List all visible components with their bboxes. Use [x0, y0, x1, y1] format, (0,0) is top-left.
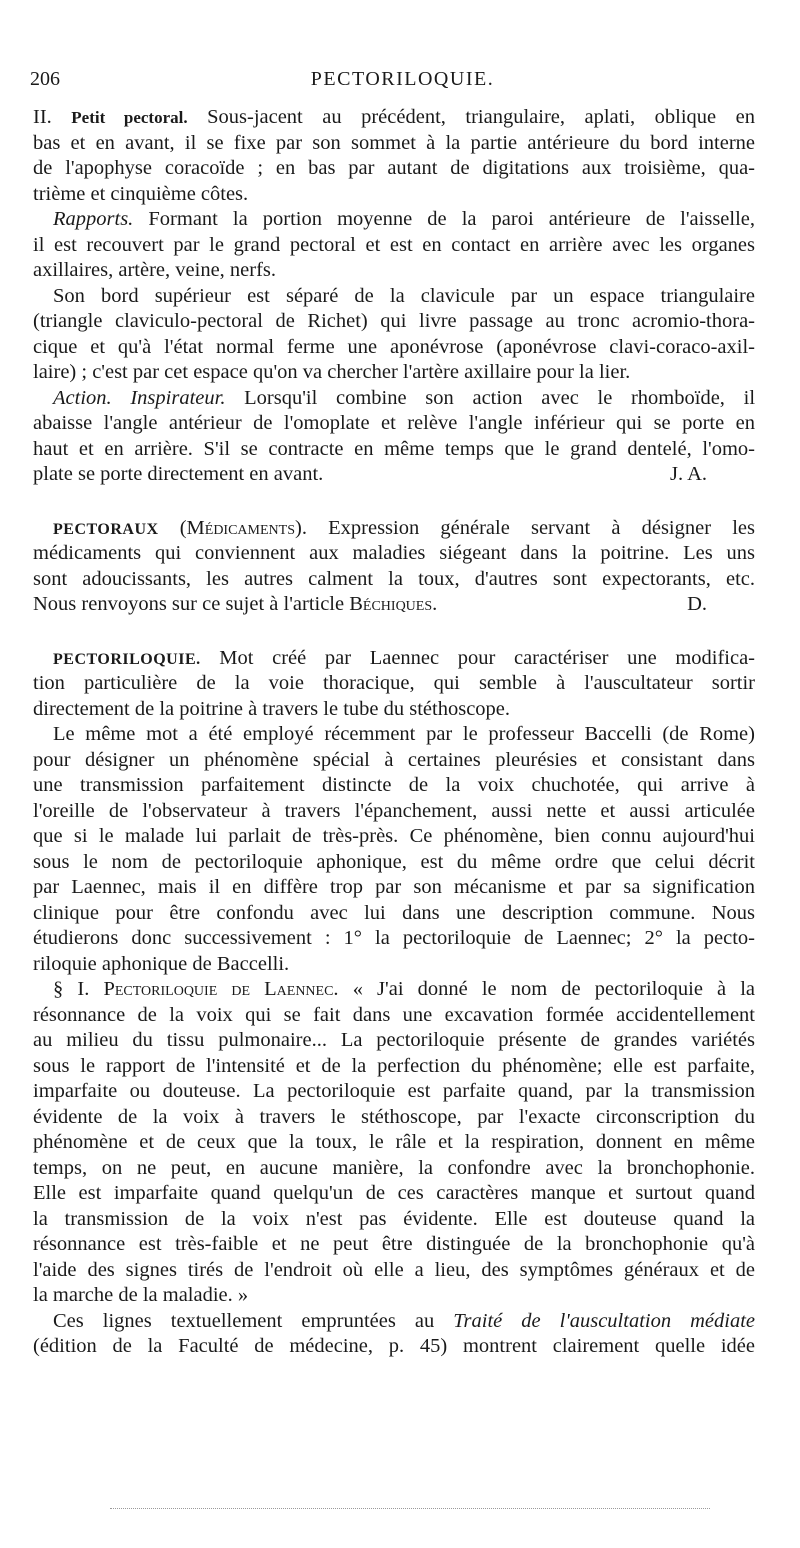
text-span: Nous renvoyons sur ce sujet à l'article [33, 593, 345, 615]
text-line: sont adoucissants, les autres calment la toux, d'autres sont expectorants, etc. [33, 567, 755, 590]
entry-term: PECTORILOQUIE. [53, 650, 201, 668]
text-span: Lorsqu'il combine son action avec le rhomboïde, il [244, 386, 756, 409]
author-signature: J. A. [669, 463, 707, 485]
text-line: sous le rapport de l'intensité et de la perfection du phénomène; elle est parfaite, [33, 1054, 755, 1077]
page-number: 206 [30, 68, 60, 90]
text-line: l'aide des signes tirés de l'endroit où elle a lieu, des symptômes généraux et de [33, 1258, 755, 1281]
text-line: résonnance de la voix qui se fait dans une excavation formée accidentellement [33, 1003, 755, 1026]
text-line: cique et qu'à l'état normal ferme une aponévrose (aponévrose clavi-coraco-axil- [33, 335, 755, 358]
text-line [33, 386, 755, 412]
text-line: de l'apophyse coracoïde ; en bas par autant de digitations aux troisième, qua- [33, 157, 755, 179]
text-line: laire) ; c'est par cet espace qu'on va chercher l'artère axillaire pour la lier. [33, 361, 631, 383]
text-span: « J'ai donné le nom de pectoriloquie à la [352, 978, 756, 1000]
author-signature: D. [687, 593, 707, 615]
cross-reference: Béchiques. [349, 593, 438, 615]
text-span: Sous-jacent au précédent, triangulaire, aplati, oblique en [207, 106, 755, 128]
text-line [33, 977, 755, 1003]
text-line: directement de la poitrine à travers le tube du stéthoscope. [33, 697, 511, 720]
entry-term: PECTORAUX [53, 520, 159, 538]
text-line: l'oreille de l'observateur à travers l'épanchement, aussi nette et aussi articulée [33, 799, 755, 822]
text-line: étudierons donc successivement : 1° la pectoriloquie de Laennec; 2° la pecto- [33, 927, 755, 949]
section-label: II. [33, 106, 52, 128]
text-line: riloquie aphonique de Baccelli. [33, 952, 290, 975]
text-line: bas et en avant, il se fixe par son sommet à la partie antérieure du bord interne [33, 131, 755, 154]
text-line [33, 105, 755, 131]
text-line: pour désigner un phénomène spécial à certaines pleurésies et consistant dans [33, 748, 755, 771]
spacer [33, 488, 755, 516]
subheading-inspirateur: Inspirateur. [130, 386, 226, 409]
text-line: Elle est imparfaite quand quelqu'un de ces caractères manque et surtout quand [33, 1182, 755, 1204]
text-span: Mot créé par Laennec pour caractériser une modifica- [219, 646, 756, 669]
text-line [33, 592, 755, 618]
text-line: (triangle claviculo-pectoral de Richet) qui livre passage au tronc acromio-thora- [33, 310, 755, 332]
text-line: temps, on ne peut, en aucune manière, la confondre avec la bronchophonie. [33, 1156, 755, 1179]
text-line: trième et cinquième côtes. [33, 182, 249, 205]
text-line: imparfaite ou douteuse. La pectoriloquie est parfaite quand, par la transmission [33, 1080, 755, 1102]
subheading-rapports: Rapports. [53, 208, 134, 230]
text-line: résonnance est très-faible et ne peut être distinguée de la bronchophonie qu'à [33, 1233, 755, 1255]
text-line [33, 207, 755, 233]
text-line: Son bord supérieur est séparé de la clavicule par un espace triangulaire [53, 284, 755, 307]
text-line: abaisse l'angle antérieur de l'omoplate et relève l'angle inférieur qui se porte en [33, 412, 755, 434]
text-line: que si le malade lui parlait de très-près. Ce phénomène, bien connu aujourd'hui [33, 825, 755, 847]
book-title: Traité de l'auscultation médiate [453, 1309, 756, 1332]
text-line: axillaires, artère, veine, nerfs. [33, 259, 277, 281]
text-span: Ces lignes textuellement empruntées au [53, 1309, 435, 1332]
text-line: par Laennec, mais il en diffère trop par son mécanisme et par sa signification [33, 876, 755, 898]
body-text [33, 105, 755, 1360]
text-line: la marche de la maladie. » [33, 1284, 249, 1306]
entry-subterm: (Médicaments). [179, 516, 307, 539]
paragraph-symbol: § I. [53, 978, 90, 1000]
page-header [30, 68, 775, 98]
text-line: la transmission de la voix n'est pas évidente. Elle est douteuse quand la [33, 1207, 755, 1230]
text-line: haut et en arrière. S'il se contracte en même temps que le grand dentelé, l'omo- [33, 437, 755, 460]
text-span: plate se porte directement en avant. [33, 463, 324, 485]
text-line [33, 646, 755, 672]
text-line: médicaments qui conviennent aux maladies siégeant dans la poitrine. Les uns [33, 542, 755, 564]
entry-term: Petit pectoral. [71, 108, 188, 127]
subheading-action: Action. [53, 386, 112, 409]
text-span: Expression générale servant à désigner les [328, 516, 755, 539]
text-line: clinique pour être confondu avec lui dans une description commune. Nous [33, 901, 755, 924]
subsection-heading: Pectoriloquie de Laennec. [103, 978, 339, 1000]
text-line: Le même mot a été employé récemment par le professeur Baccelli (de Rome) [53, 723, 755, 745]
text-line: sous le nom de pectoriloquie aphonique, est du même ordre que celui décrit [33, 850, 755, 873]
running-head: PECTORILOQUIE. [310, 68, 495, 90]
text-line: il est recouvert par le grand pectoral et est en contact en arrière avec les organes [33, 233, 755, 256]
text-span: Formant la portion moyenne de la paroi antérieure de l'aisselle, [148, 208, 756, 230]
text-line: évidente de la voix à travers le stéthoscope, par l'exacte circonscription du [33, 1105, 755, 1128]
footer-rule [110, 1508, 710, 1513]
text-line: phénomène et de ceux que la toux, le râle et la respiration, donnent en même [33, 1131, 755, 1153]
text-line: tion particulière de la voie thoracique, qui semble à l'auscultateur sortir [33, 672, 755, 694]
spacer [33, 618, 755, 646]
text-line: au milieu du tissu pulmonaire... La pectoriloquie présente de grandes variétés [33, 1029, 755, 1051]
text-line [33, 1309, 755, 1335]
text-line [33, 516, 755, 542]
text-line: (édition de la Faculté de médecine, p. 45) montrent clairement quelle idée [33, 1335, 755, 1357]
text-line [33, 462, 755, 488]
text-line: une transmission parfaitement distincte de la voix chuchotée, qui arrive à [33, 774, 755, 796]
